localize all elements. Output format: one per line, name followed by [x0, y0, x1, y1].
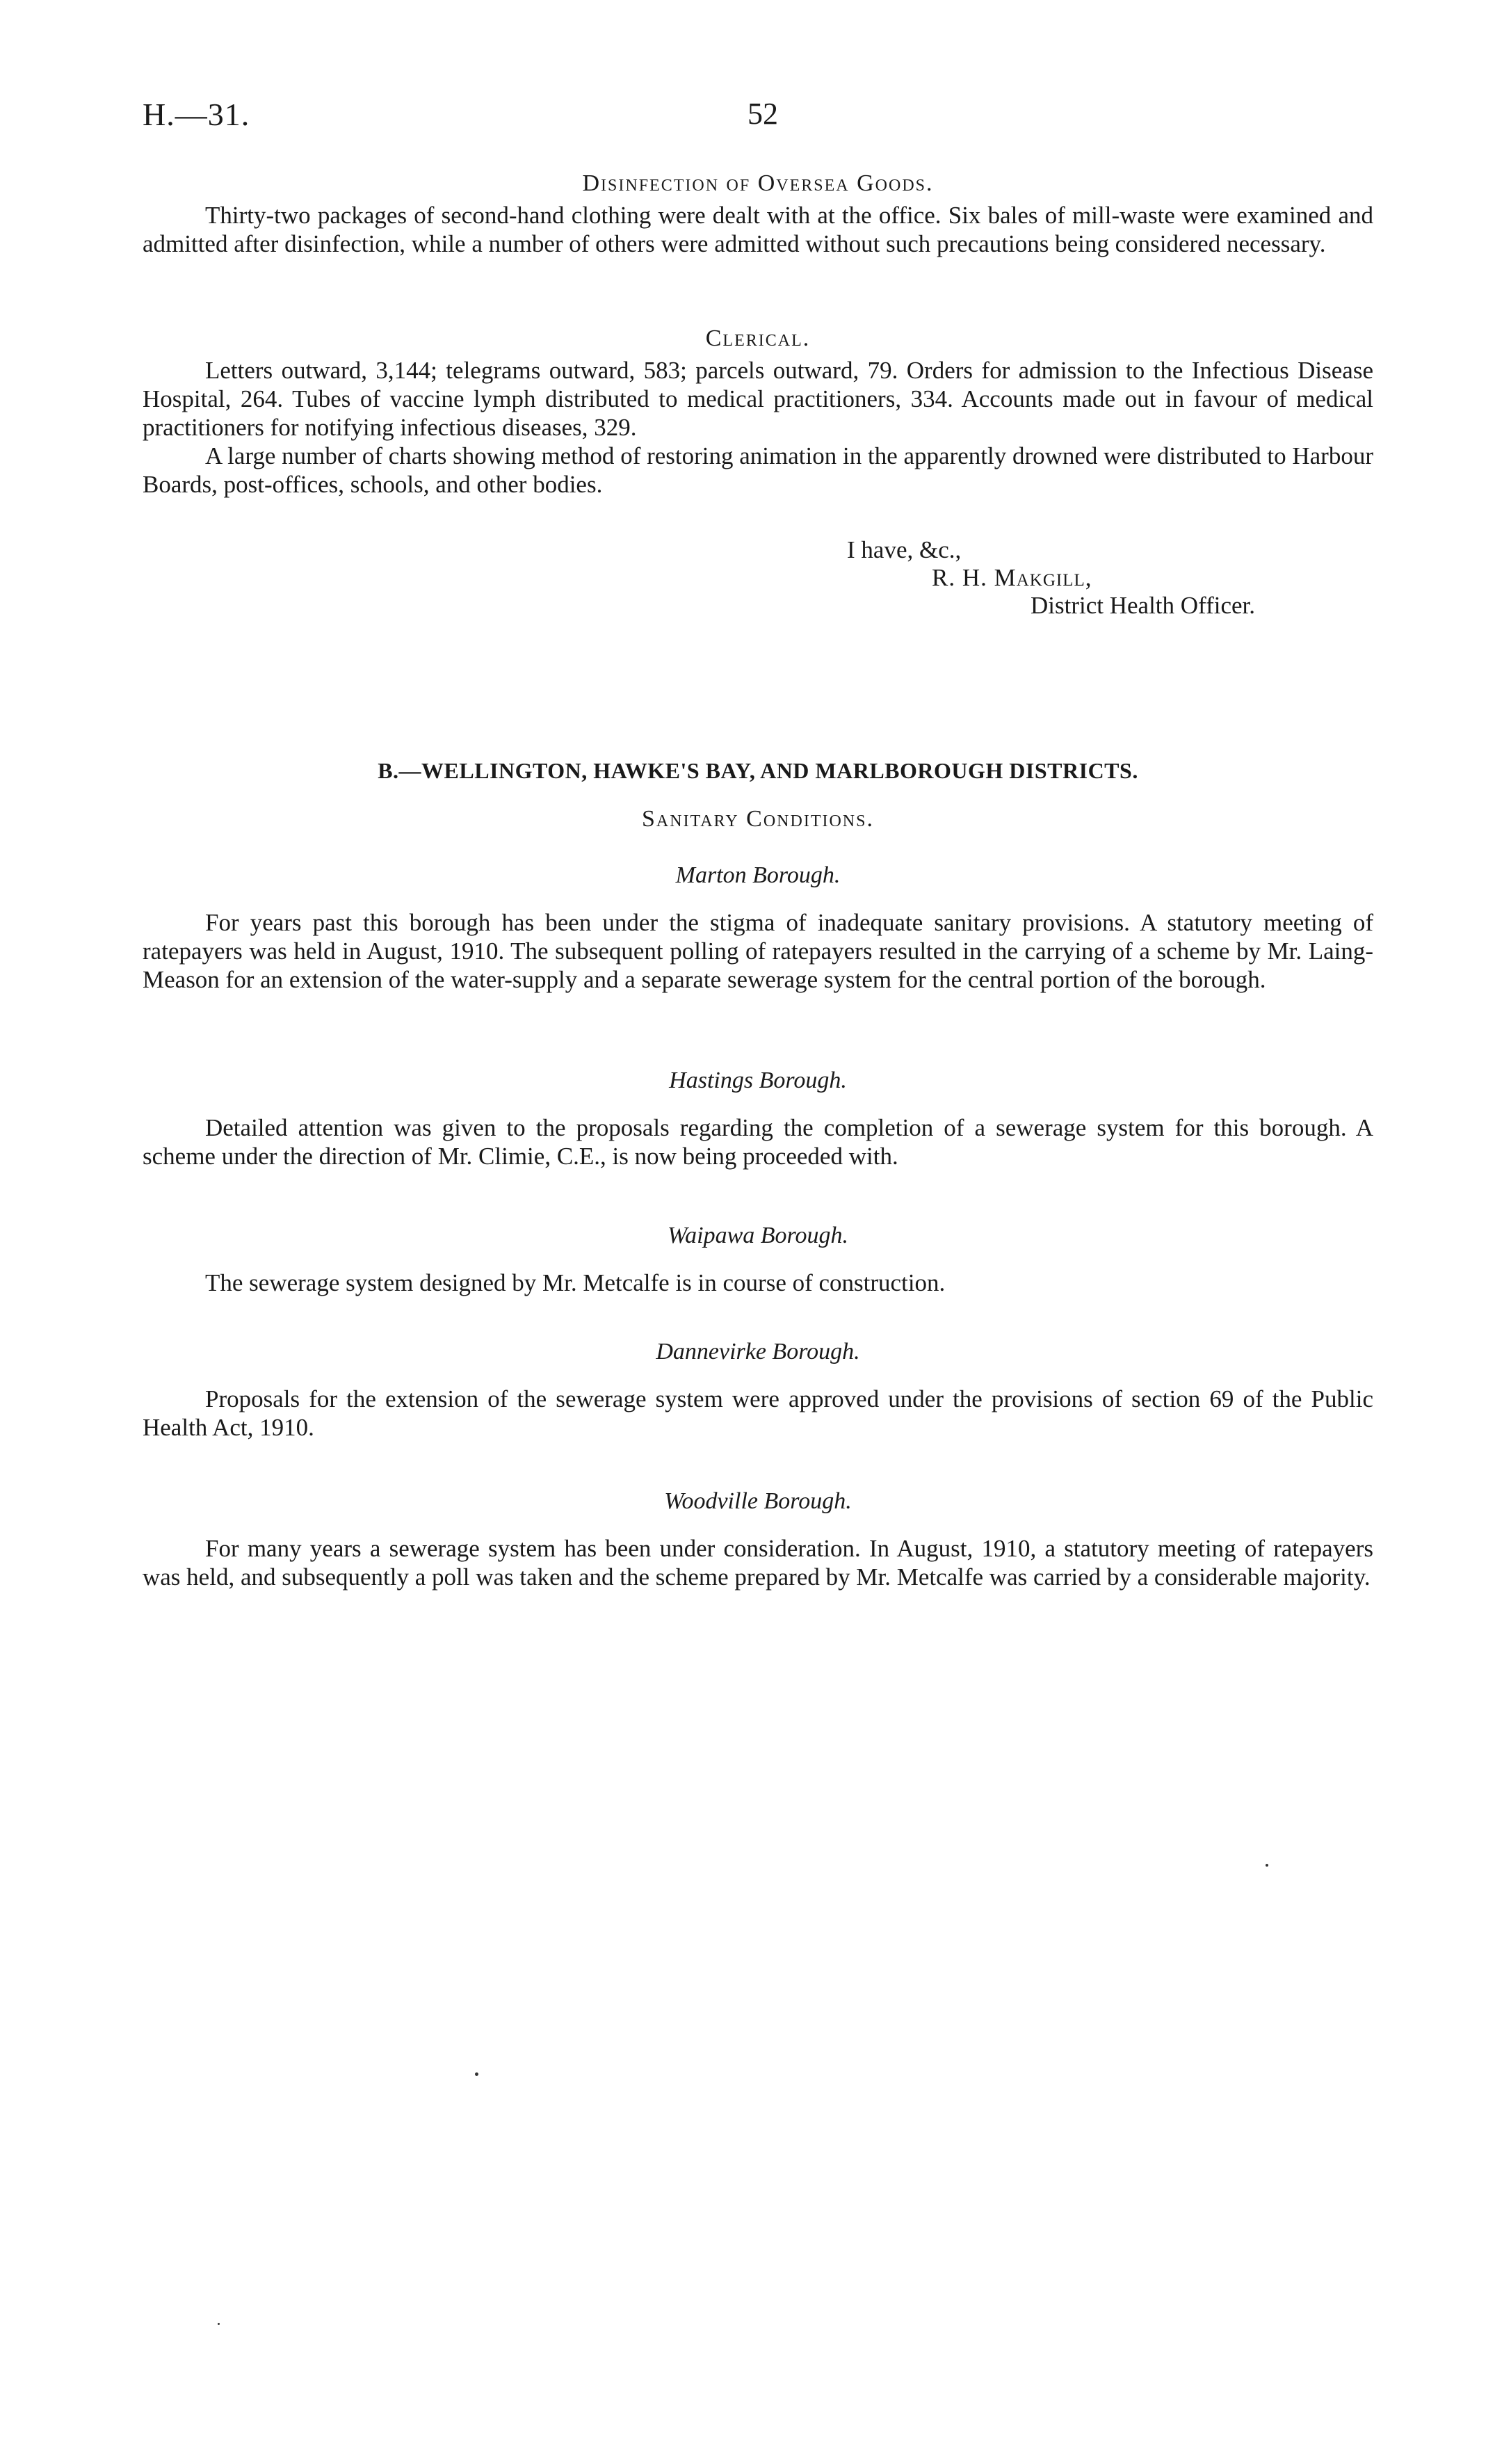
paragraph: The sewerage system designed by Mr. Metcalfe is in course of construction.: [205, 1269, 946, 1296]
section-woodville: [143, 1488, 1373, 1591]
section-clerical: [143, 325, 1373, 499]
section-marton: [143, 862, 1373, 994]
scan-speck: [218, 2323, 220, 2325]
salutation: I have, &c.,: [847, 536, 962, 563]
borough-heading: Woodville Borough.: [664, 1488, 852, 1514]
section-waipawa: [143, 1223, 1373, 1297]
district-subheading: Sanitary Conditions.: [642, 806, 874, 832]
borough-heading: Dannevirke Borough.: [656, 1339, 860, 1364]
borough-heading: Waipawa Borough.: [667, 1223, 849, 1248]
paragraph: Detailed attention was given to the proposals regarding the completion of a sewerage system for this borough. A scheme under the direction of Mr. Climie, C.E., is now being proceeded with.: [143, 1114, 1373, 1170]
borough-heading: Hastings Borough.: [669, 1068, 847, 1093]
paragraph: Thirty-two packages of second-hand clothing were dealt with at the office. Six bales of mill-waste were examined and admitted after disinfection, while a number of others were admitted without such precautions being considered necessary.: [143, 202, 1373, 257]
paragraph: Letters outward, 3,144; telegrams outward, 583; parcels outward, 79. Orders for admission to the Infectious Disease Hospital, 264. Tubes of vaccine lymph distributed to medical practitioners, 334. Accounts made out in favour of medical practitioners for notifying infectious diseases, 329.: [143, 357, 1373, 441]
borough-heading: Marton Borough.: [675, 862, 841, 888]
scan-speck: [475, 2072, 478, 2076]
section-dannevirke: [143, 1339, 1373, 1442]
paragraph: Proposals for the extension of the sewerage system were approved under the provisions of section 69 of the Public Health Act, 1910.: [143, 1385, 1373, 1441]
page-header: [143, 96, 1373, 138]
section-hastings: [143, 1068, 1373, 1170]
signatory-title: District Health Officer.: [1031, 592, 1255, 619]
page-number: 52: [748, 97, 778, 131]
document-reference: H.—31.: [143, 97, 250, 132]
signatory-name: R. H. Makgill,: [932, 564, 1092, 591]
section-heading: Clerical.: [705, 325, 811, 351]
paragraph: For many years a sewerage system has been under consideration. In August, 1910, a statutory meeting of ratepayers was held, and subsequently a poll was taken and the scheme prepared by Mr. Metcalfe was carried by a considerable majority.: [143, 1535, 1373, 1591]
section-disinfection: [143, 170, 1373, 258]
paragraph: For years past this borough has been under the stigma of inadequate sanitary provisions. A statutory meeting of ratepayers was held in August, 1910. The subsequent polling of ratepayers resulted in the carrying of a scheme by Mr. Laing-Meason for an extension of the water-supply and a separate sewerage system for the central portion of the borough.: [143, 909, 1373, 993]
section-district-b: [143, 758, 1373, 832]
district-heading: B.—WELLINGTON, HAWKE'S BAY, AND MARLBOROUGH DISTRICTS.: [378, 758, 1138, 783]
paragraph: A large number of charts showing method of restoring animation in the apparently drowned were distributed to Harbour Boards, post-offices, schools, and other bodies.: [143, 442, 1373, 498]
section-heading: Disinfection of Oversea Goods.: [582, 170, 934, 196]
scan-speck: [1266, 1864, 1268, 1867]
